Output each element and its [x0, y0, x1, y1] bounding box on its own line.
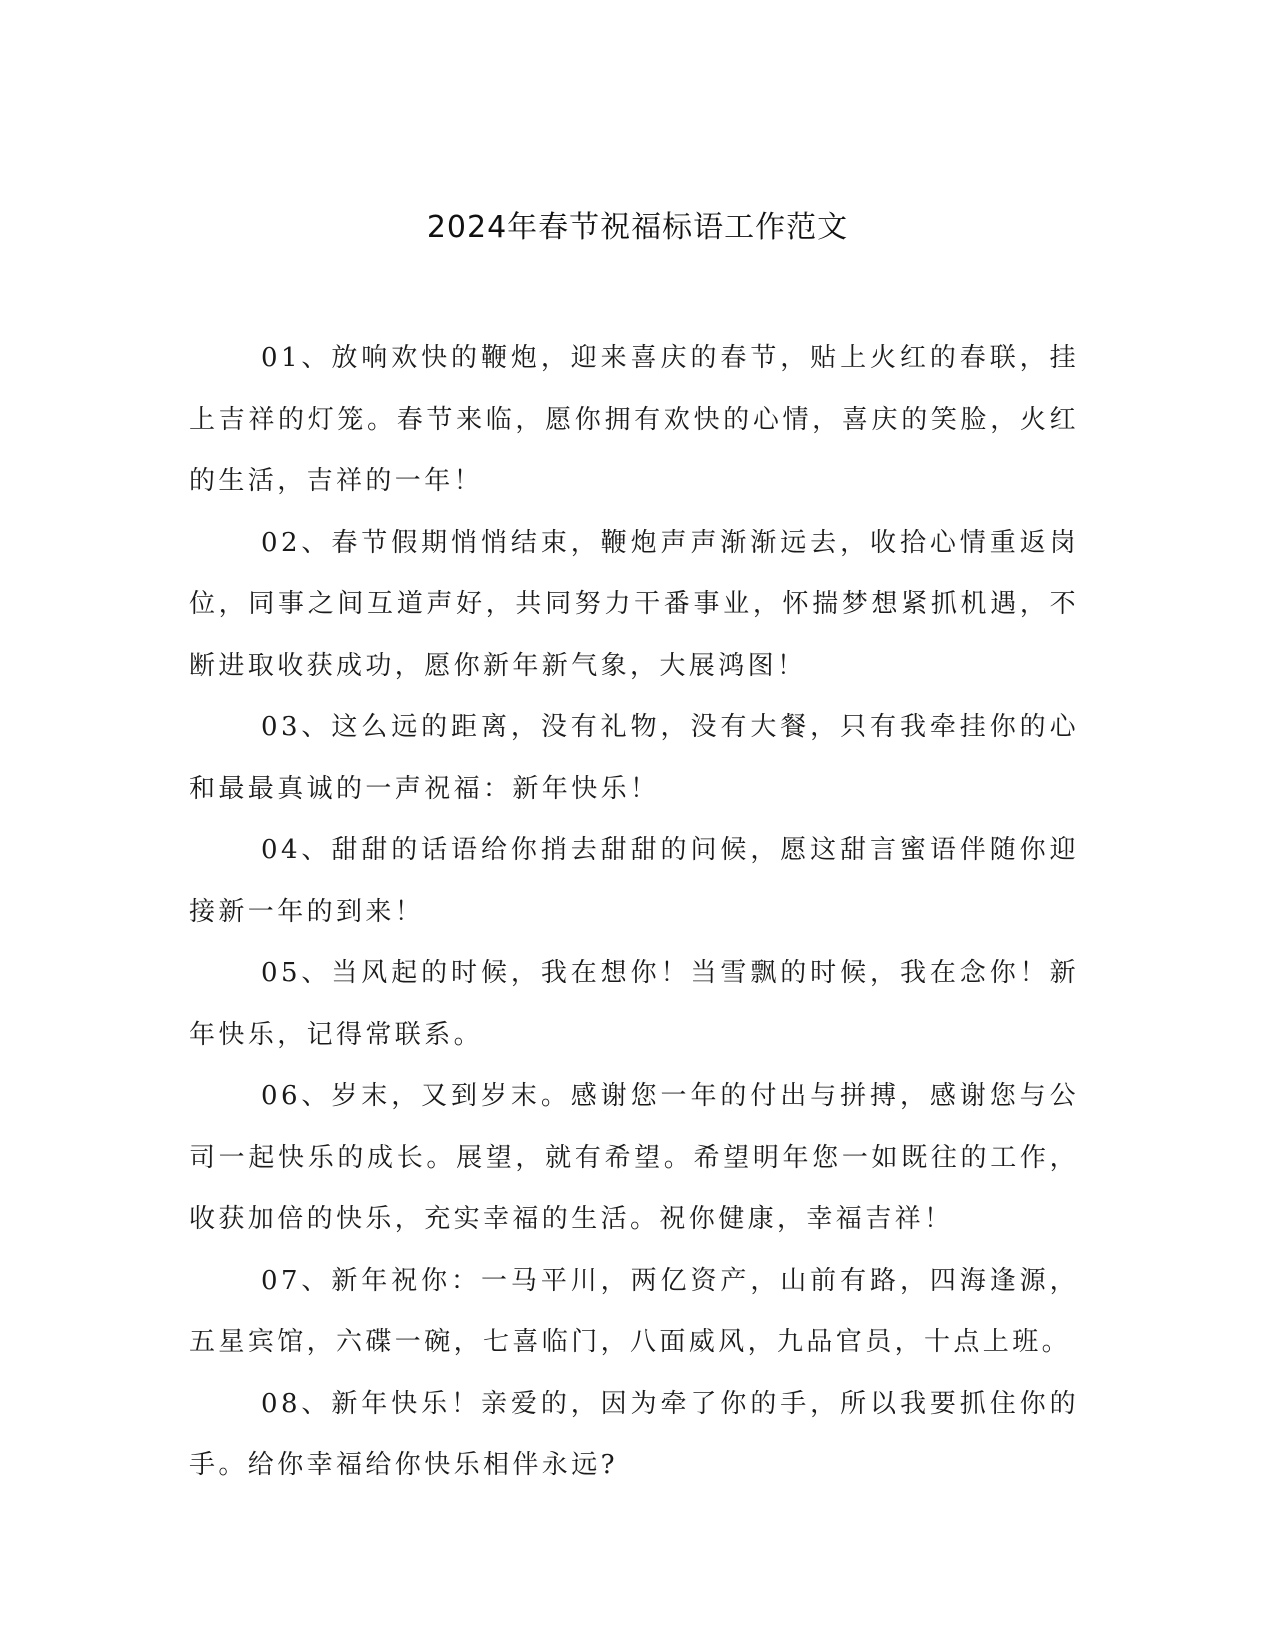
paragraph-07: 07、新年祝你：一马平川，两亿资产，山前有路，四海逢源，五星宾馆，六碟一碗，七喜临门，八面威风，九品官员，十点上班。	[189, 1265, 1079, 1357]
paragraph-01: 01、放响欢快的鞭炮，迎来喜庆的春节，贴上火红的春联，挂上吉祥的灯笼。春节来临，愿你拥有欢快的心情，喜庆的笑脸，火红的生活，吉祥的一年！	[189, 343, 1079, 496]
paragraph-06: 06、岁末，又到岁末。感谢您一年的付出与拼搏，感谢您与公司一起快乐的成长。展望，就有希望。希望明年您一如既往的工作，收获加倍的快乐，充实幸福的生活。祝你健康，幸福吉祥！	[189, 1081, 1079, 1234]
paragraph-08: 08、新年快乐！亲爱的，因为牵了你的手，所以我要抓住你的手。给你幸福给你快乐相伴永远?	[189, 1388, 1079, 1480]
document-title: 2024年春节祝福标语工作范文	[426, 210, 849, 245]
paragraph-05: 05、当风起的时候，我在想你！当雪飘的时候，我在念你！新年快乐，记得常联系。	[189, 958, 1079, 1050]
document-body	[189, 328, 1079, 1497]
paragraph-02: 02、春节假期悄悄结束，鞭炮声声渐渐远去，收拾心情重返岗位，同事之间互道声好，共同努力干番事业，怀揣梦想紧抓机遇，不断进取收获成功，愿你新年新气象，大展鸿图！	[189, 527, 1079, 681]
paragraph-04: 04、甜甜的话语给你捎去甜甜的问候，愿这甜言蜜语伴随你迎接新一年的到来！	[189, 835, 1079, 927]
paragraph-03: 03、这么远的距离，没有礼物，没有大餐，只有我牵挂你的心和最最真诚的一声祝福：新年快乐！	[189, 712, 1079, 804]
